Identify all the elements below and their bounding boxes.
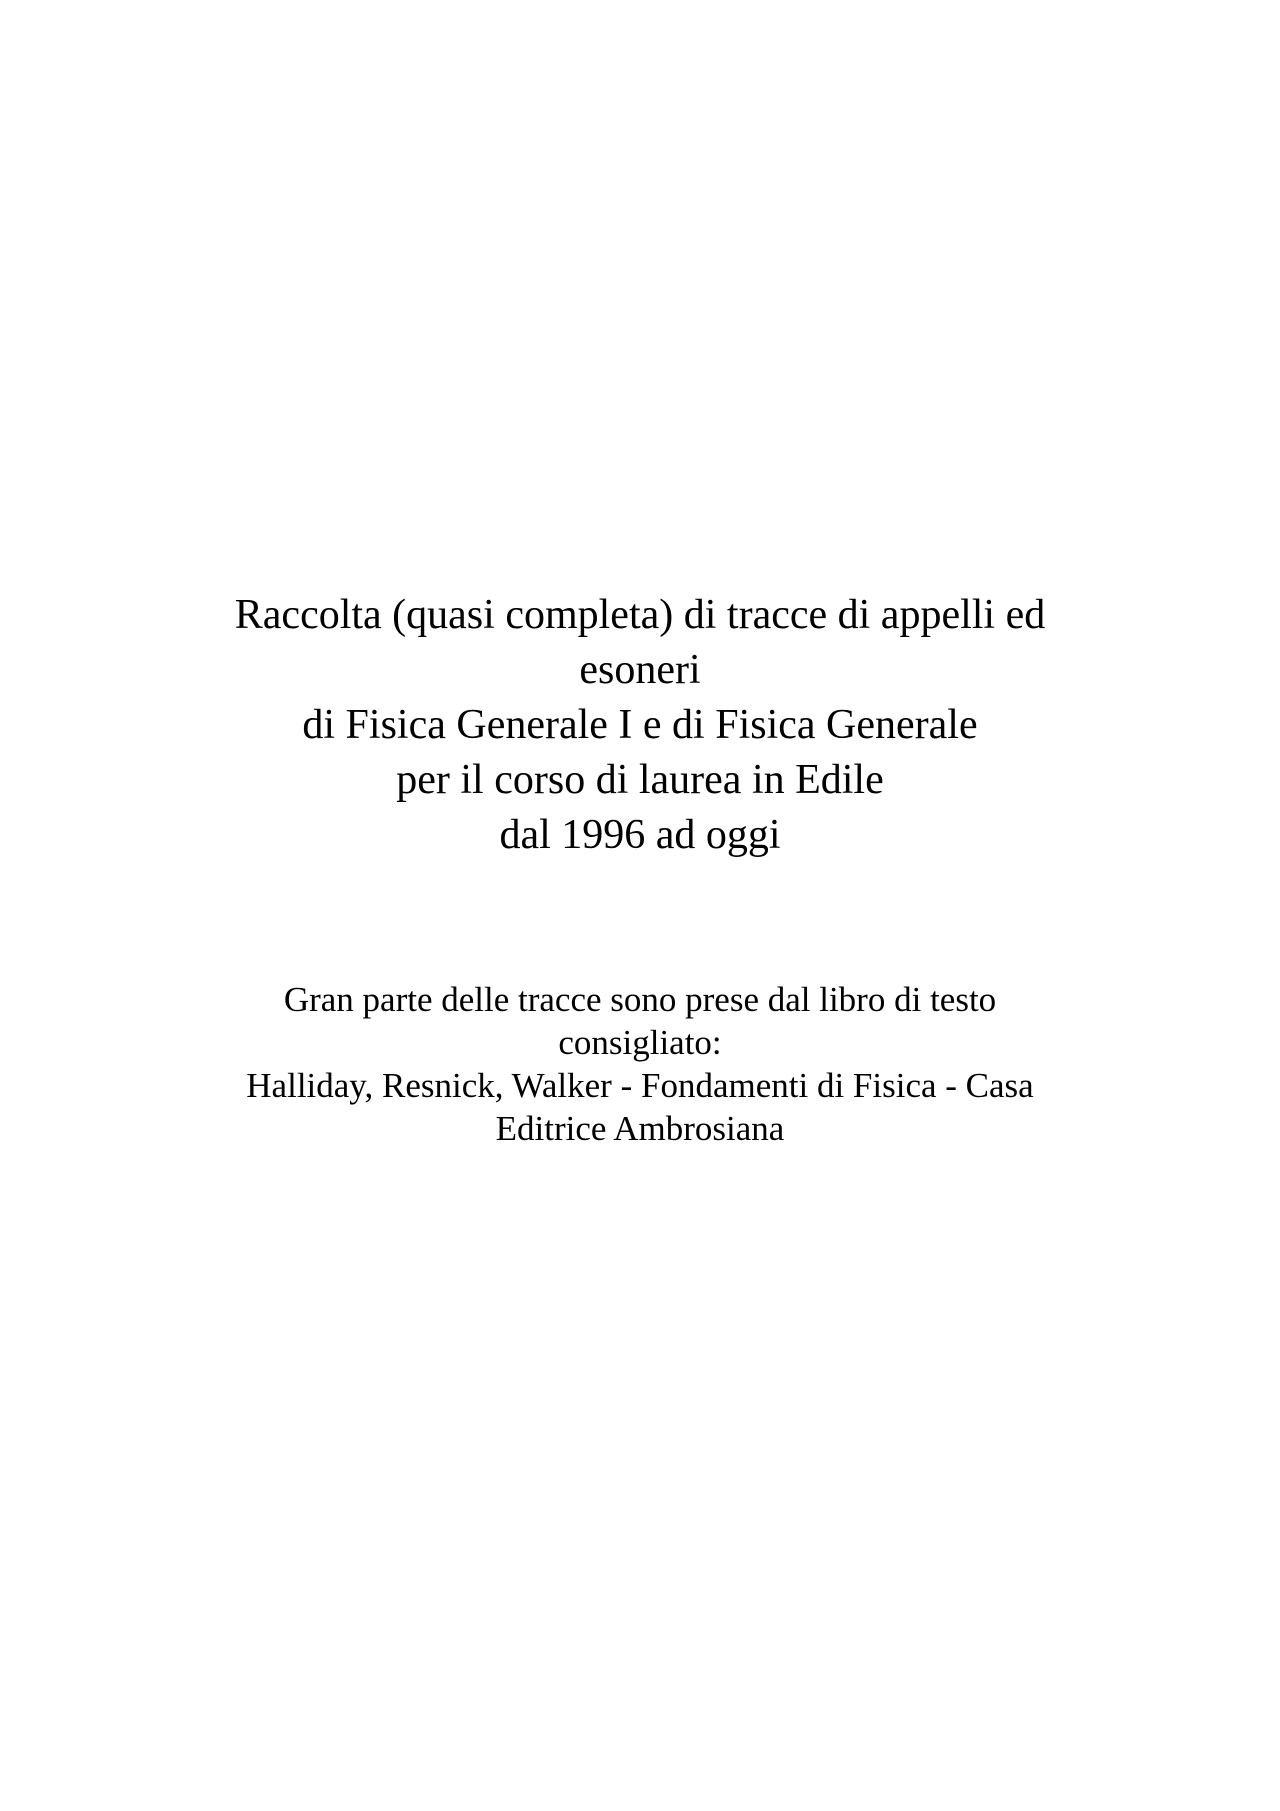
title-line: Raccolta (quasi completa) di tracce di appelli ed: [234, 592, 1046, 638]
title-line: esoneri: [579, 647, 701, 693]
note-line: consigliato:: [558, 1023, 722, 1062]
note-line: Editrice Ambrosiana: [495, 1109, 785, 1148]
note-line: Halliday, Resnick, Walker - Fondamenti di Fisica - Casa: [246, 1066, 1034, 1105]
document-title: [0, 588, 1280, 863]
note-line: Gran parte delle tracce sono prese dal libro di testo: [283, 980, 997, 1019]
source-note: [0, 978, 1280, 1150]
title-line: per il corso di laurea in Edile: [396, 757, 884, 803]
title-line: dal 1996 ad oggi: [499, 812, 781, 858]
title-line: di Fisica Generale I e di Fisica Generale: [302, 702, 978, 748]
